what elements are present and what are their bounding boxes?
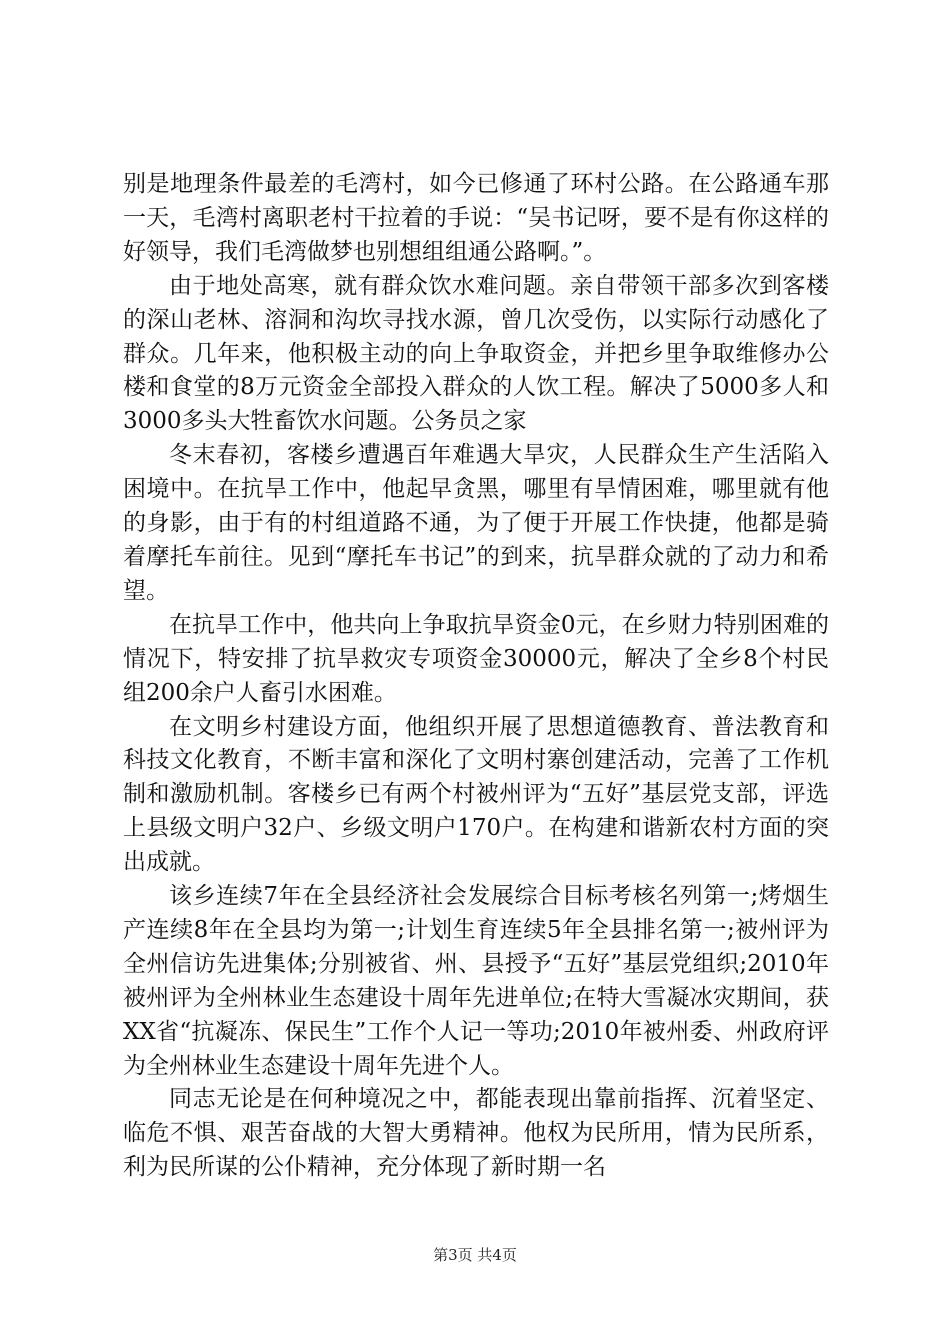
paragraph-1: 别是地理条件最差的毛湾村，如今已修通了环村公路。在公路通车那一天，毛湾村离职老村干拉着的手说：“吴书记呀，要不是有你这样的好领导，我们毛湾做梦也别想组组通公路啊。”。 — [123, 171, 829, 265]
paragraph-4: 在抗旱工作中，他共向上争取抗旱资金0元，在乡财力特别困难的情况下，特安排了抗旱救灾专项资金30000元，解决了全乡8个村民组200余户人畜引水困难。 — [123, 611, 829, 706]
paragraph-6: 该乡连续7年在全县经济社会发展综合目标考核名列第一;烤烟生产连续8年在全县均为第一;计划生育连续5年全县排名第一;被州评为全州信访先进集体;分别被省、州、县授予“五好”基层党组织;2010年被州评为全州林业生态建设十周年先进单位;在特大雪凝冰灾期间，获XX省“抗凝冻、保民生”工作个人记一等功;2010年被州委、州政府评为全州林业生态建设十周年先进个人。 — [123, 883, 829, 1079]
paragraph-5: 在文明乡村建设方面，他组织开展了思想道德教育、普法教育和科技文化教育，不断丰富和深化了文明村寨创建活动，完善了工作机制和激励机制。客楼乡已有两个村被州评为“五好”基层党支部，评选上县级文明户32户、乡级文明户170户。在构建和谐新农村方面的突出成就。 — [123, 713, 829, 876]
document-body — [123, 168, 829, 1185]
paragraph-3: 冬末春初，客楼乡遭遇百年难遇大旱灾，人民群众生产生活陷入困境中。在抗旱工作中，他起早贪黑，哪里有旱情困难，哪里就有他的身影，由于有的村组道路不通，为了便于开展工作快捷，他都是骑着摩托车前往。见到“摩托车书记”的到来，抗旱群众就的了动力和希望。 — [123, 442, 829, 604]
page-number-footer: 第3页 共4页 — [433, 1246, 517, 1264]
paragraph-7: 同志无论是在何种境况之中，都能表现出靠前指挥、沉着坚定、临危不惧、艰苦奋战的大智大勇精神。他权为民所用，情为民所系，利为民所谋的公仆精神，充分体现了新时期一名 — [123, 1086, 829, 1181]
paragraph-2: 由于地处高寒，就有群众饮水难问题。亲自带领干部多次到客楼的深山老林、溶洞和沟坎寻找水源，曾几次受伤，以实际行动感化了群众。几年来，他积极主动的向上争取资金，并把乡里争取维修办公楼和食堂的8万元资金全部投入群众的人饮工程。解决了5000多人和3000多头大牲畜饮水问题。公务员之家 — [123, 272, 829, 435]
